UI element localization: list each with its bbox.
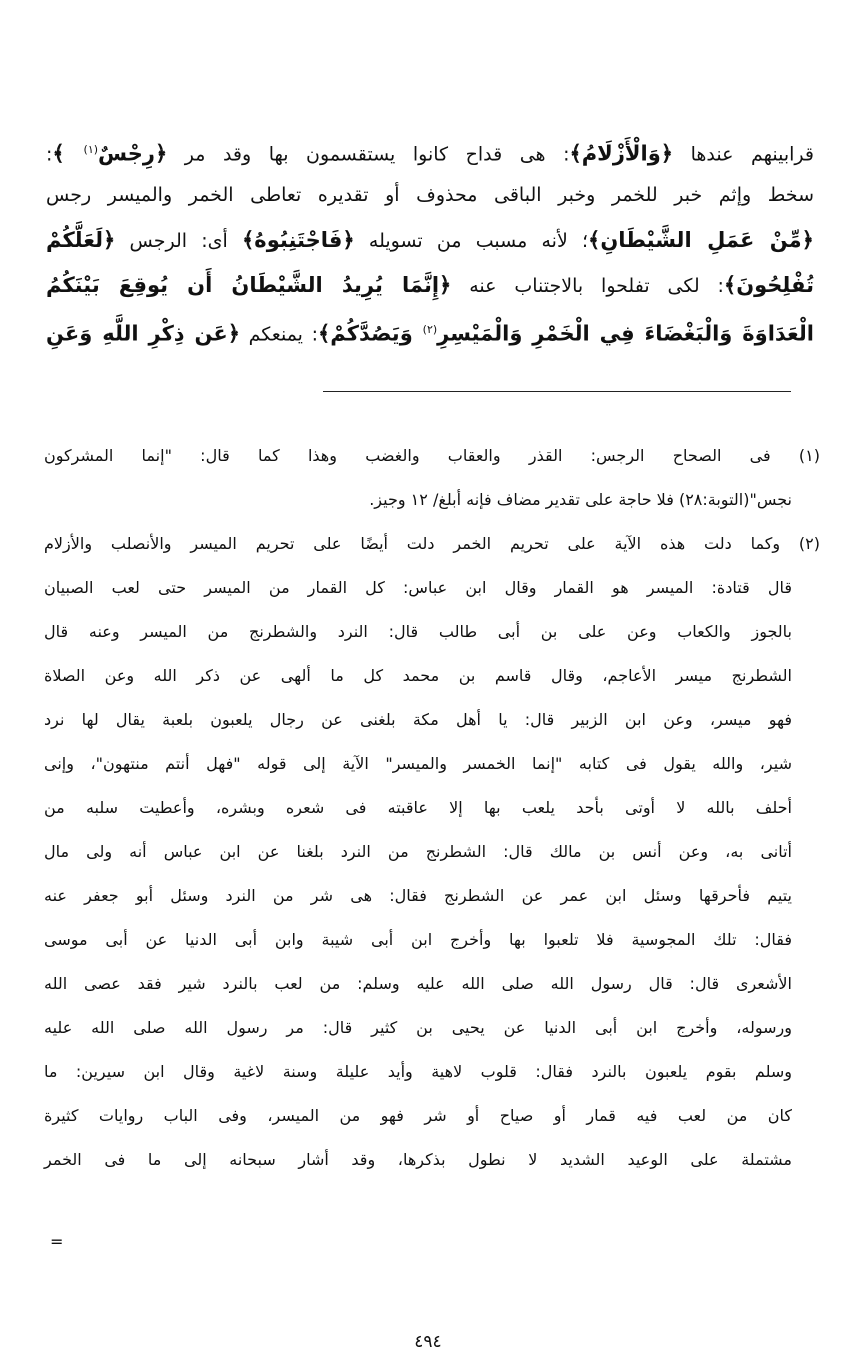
continuation-mark: = (50, 1232, 64, 1251)
text: : يمنعكم (240, 323, 318, 346)
footnote-line: الشطرنج ميسر الأعاجم، وقال قاسم بن محمد كل ما ألهى عن ذكر الله وعن الصلاة (44, 666, 792, 685)
quran-quote: ﴿وَالْأَزْلَامُ﴾ (569, 141, 674, 166)
text: : لكى تفلحوا بالاجتناب عنه (451, 275, 724, 297)
footnote-ref: (٢) (422, 323, 438, 336)
footnote-line: قال قتادة: الميسر هو القمار وقال ابن عباس: كل القمار من الميسر حتى لعب الصبيان (44, 578, 792, 597)
footnote-1: (١) فى الصحاح الرجس: القذر والعقاب والغضب وهذا كما قال: "إنما المشركون (44, 446, 820, 465)
text: ؛ لأنه مسبب من تسويله (354, 230, 589, 252)
quran-quote: ﴿لَعَلَّكُمْ (46, 228, 116, 252)
quran-quote: تُفْلِحُونَ﴾ (723, 273, 814, 297)
footnote-line: فهو ميسر، وعن ابن الزبير قال: يا أهل مكة بلغنى عن رجال يلعبون بلعبة يقال لها نرد (44, 710, 792, 729)
text: قرابينهم عندها (673, 143, 815, 166)
quran-quote: ﴿رِجْسٌ (98, 141, 168, 166)
footnote-line: أتانى به، وعن أنس بن مالك قال: الشطرنج من النرد بلغنا عن ابن عباس أنه ولى مال (44, 842, 792, 861)
footnote-line: كان من لعب فيه قمار أو صياح أو شر فهو من الميسر، وفى الباب روايات كثيرة (44, 1106, 792, 1125)
main-line-4 (46, 263, 814, 307)
footnote-separator (323, 391, 791, 392)
footnote-line: نجس"(التوبة:٢٨) فلا حاجة على تقدير مضاف فإنه أبلغ/ ١٢ وجيز. (369, 490, 792, 509)
text: : (46, 143, 53, 166)
quran-quote-end: ﴾ (52, 141, 84, 166)
quran-quote: ﴿فَاجْتَنِبُوهُ﴾ (242, 228, 355, 252)
footnote-2: (٢) وكما دلت هذه الآية على تحريم الخمر دلت أيضًا على تحريم الميسر والأنصلب والأزلام (44, 534, 820, 553)
main-line-2: سخط وإثم خبر للخمر وخبر الباقى محذوف أو تقديره تعاطى الخمر والميسر رجس (46, 184, 814, 206)
main-line-3 (46, 218, 814, 262)
footnote-line: فقال: تلك المجوسية فلا تلعبوا بها وأخرج ابن أبى شيبة وابن أبى الدنيا عن أبى موسى (44, 930, 792, 949)
page-number: ٤٩٤ (414, 1332, 442, 1352)
text: : هى قداح كانوا يستقسمون بها وقد مر (167, 143, 570, 166)
footnote-line: وسلم بقوم يلعبون بالنرد فقال: قلوب لاهية وأيد عليلة وسنة لاغية وقال ابن سيرين: ما (44, 1062, 792, 1081)
quran-quote: ﴿عَن ذِكْرِ اللَّهِ وَعَنِ (46, 321, 241, 346)
footnote-line: بالجوز والكعاب وعن على بن أبى طالب قال: النرد والشطرنج من الميسر وعنه قال (44, 622, 792, 641)
footnote-line: يتيم فأحرقها وسئل ابن عمر عن الشطرنج فقال: هى شر من النرد وسئل أبو جعفر عنه (44, 886, 792, 905)
footnote-line: ورسوله، وأخرج ابن أبى الدنيا عن يحيى بن كثير قال: مر رسول الله صلى الله عليه (44, 1018, 792, 1037)
quran-quote: الْعَدَاوَةَ وَالْبَغْضَاءَ فِي الْخَمْرِ وَالْمَيْسِرِ (437, 321, 814, 346)
text: أى: الرجس (115, 230, 242, 252)
main-line-5 (46, 308, 814, 352)
footnote-line: الأشعرى قال: قال رسول الله صلى الله عليه وسلم: من لعب بالنرد شير فقد عصى الله (44, 974, 792, 993)
quran-quote: ﴿مِّنْ عَمَلِ الشَّيْطَانِ﴾ (588, 228, 814, 252)
main-line-1 (46, 128, 814, 172)
quran-quote: ﴿إِنَّمَا يُرِيدُ الشَّيْطَانُ أَن يُوقِعَ بَيْنَكُمُ (46, 273, 452, 297)
footnote-line: أحلف بالله لا أوتى بأحد يلعب بها إلا عاقبته فى شعره وبشره، وأعطيت سلبه من (44, 798, 792, 817)
footnote-line: مشتملة على الوعيد الشديد لا نطول بذكرها، وقد أشار سبحانه إلى ما فى الخمر (44, 1150, 792, 1169)
footnote-ref: (١) (83, 143, 99, 156)
footnote-line: شير، والله يقول فى كتابه "إنما الخمسر والميسر" الآية إلى قوله "فهل أنتم منتهون"، وإنى (44, 754, 792, 773)
quran-quote: وَيَصُدَّكُمْ﴾ (318, 321, 423, 346)
